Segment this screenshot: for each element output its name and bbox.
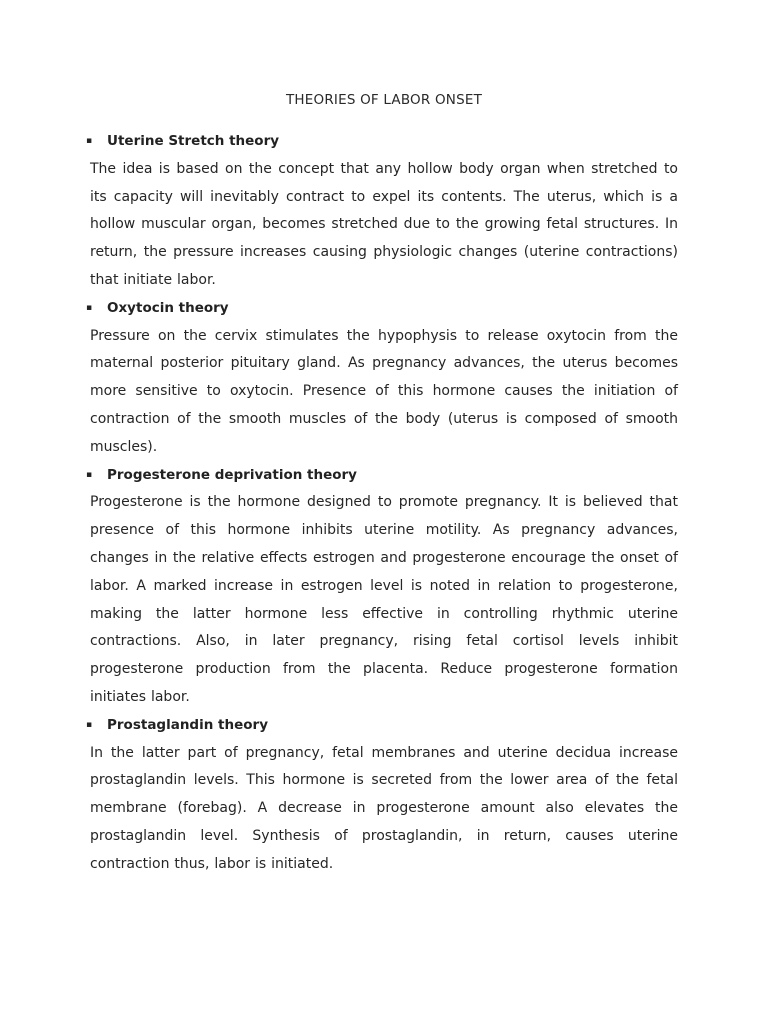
square-bullet-icon: ▪: [86, 302, 93, 313]
square-bullet-icon: ▪: [86, 719, 93, 730]
section-heading-label: Prostaglandin theory: [107, 716, 268, 733]
section-heading: [82, 128, 678, 156]
section-oxytocin: [82, 295, 678, 462]
document-title: THEORIES OF LABOR ONSET: [285, 92, 483, 108]
section-heading: [82, 462, 678, 490]
section-heading-label: Uterine Stretch theory: [107, 133, 280, 149]
section-body: In the latter part of pregnancy, fetal membranes and uterine decidua increase prostaglandin levels. This hormone is secreted from the lower area of the fetal membrane (forebag). A decrease in progesterone amount also elevates the prostaglandin level. Synthesis of prostaglandin, in return, causes uterine contraction thus, labor is initiated.: [90, 744, 678, 872]
section-heading-label: Progesterone deprivation theory: [107, 466, 357, 483]
section-body: Pressure on the cervix stimulates the hypophysis to release oxytocin from the maternal posterior pituitary gland. As pregnancy advances, the uterus becomes more sensitive to oxytocin. Presence of this hormone causes the initiation of contraction of the smooth muscles of the body (uterus is composed of smooth muscles).: [90, 327, 678, 455]
section-progesterone-deprivation: [82, 462, 678, 712]
section-body: The idea is based on the concept that any hollow body organ when stretched to its capacity will inevitably contract to expel its contents. The uterus, which is a hollow muscular organ, becomes stretched due to the growing fetal structures. In return, the pressure increases causing physiologic changes (uterine contractions) that initiate labor.: [90, 160, 678, 288]
section-heading-label: Oxytocin theory: [107, 299, 229, 316]
section-prostaglandin: [82, 712, 678, 879]
section-body: Progesterone is the hormone designed to promote pregnancy. It is believed that presence of this hormone inhibits uterine motility. As pregnancy advances, changes in the relative effects estrogen and progesterone encourage the onset of labor. A marked increase in estrogen level is noted in relation to progesterone, making the latter hormone less effective in controlling rhythmic uterine contractions. Also, in later pregnancy, rising fetal cortisol levels inhibit progesterone production from the placenta. Reduce progesterone formation initiates labor.: [90, 494, 678, 705]
section-heading: [82, 295, 678, 323]
section-heading: [82, 712, 678, 740]
theory-list: [82, 128, 678, 879]
square-bullet-icon: ▪: [86, 469, 93, 480]
section-uterine-stretch: [82, 128, 678, 295]
square-bullet-icon: ▪: [86, 136, 93, 146]
